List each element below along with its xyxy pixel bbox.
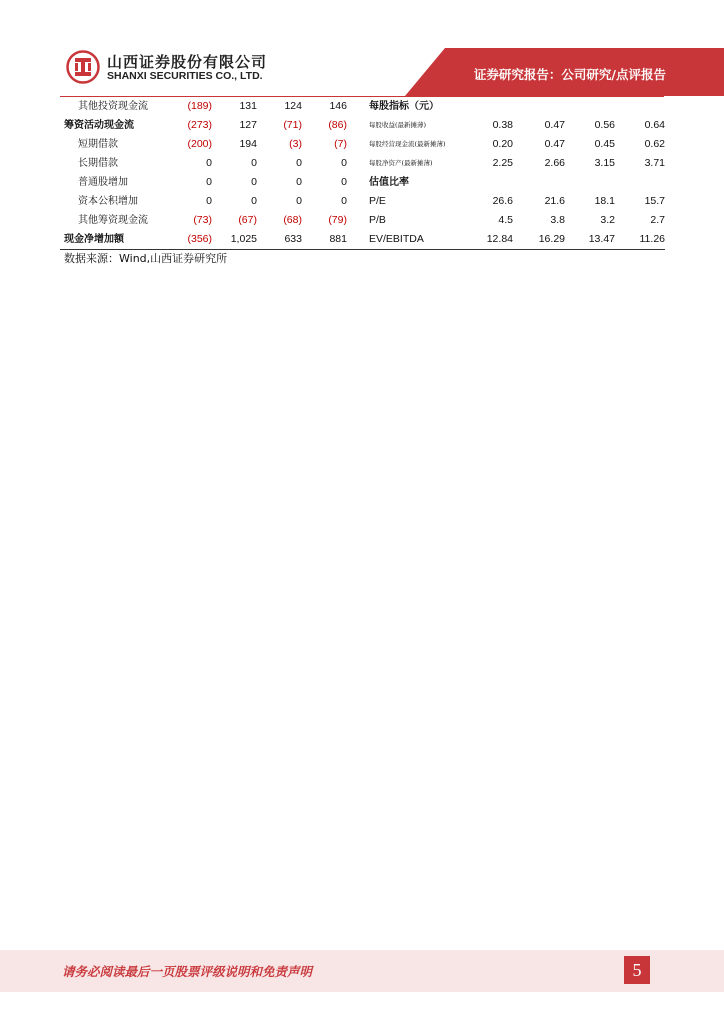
cell-value: 0 bbox=[296, 195, 302, 207]
cell-value: 0 bbox=[296, 157, 302, 169]
metric-label: 每股指标（元） bbox=[369, 101, 439, 112]
page-footer bbox=[0, 950, 724, 992]
cell-value: 633 bbox=[257, 230, 302, 250]
cell-value: 0 bbox=[251, 195, 257, 207]
cell-value: (86) bbox=[328, 119, 347, 131]
metric-value bbox=[513, 97, 565, 116]
metric-value: 0.20 bbox=[492, 138, 513, 150]
company-name-en: SHANXI SECURITIES CO., LTD. bbox=[107, 70, 263, 82]
metric-value bbox=[615, 97, 665, 116]
cell-value: (71) bbox=[283, 119, 302, 131]
metric-value: 2.66 bbox=[544, 157, 565, 169]
cell-value: 0 bbox=[251, 176, 257, 188]
cell-value: (67) bbox=[238, 214, 257, 226]
cell-value: (3) bbox=[289, 138, 302, 150]
metric-value: 2.25 bbox=[492, 157, 513, 169]
metric-value: 0.56 bbox=[594, 119, 615, 131]
cell-value: (273) bbox=[187, 119, 212, 131]
metric-value: 18.1 bbox=[594, 195, 615, 207]
cell-value: 0 bbox=[206, 157, 212, 169]
metric-value bbox=[565, 97, 615, 116]
metric-value: 0.64 bbox=[644, 119, 665, 131]
metric-value: 0.62 bbox=[644, 138, 665, 150]
cell-value: 0 bbox=[341, 195, 347, 207]
cell-value: (7) bbox=[334, 138, 347, 150]
metric-label: P/E bbox=[369, 195, 386, 207]
cell-value: (79) bbox=[328, 214, 347, 226]
cell-value: 0 bbox=[341, 157, 347, 169]
data-source-note: 数据来源：Wind,山西证券研究所 bbox=[64, 252, 228, 265]
cell-value: 0 bbox=[251, 157, 257, 169]
cell-value: (73) bbox=[193, 214, 212, 226]
metric-value bbox=[565, 173, 615, 192]
cell-value: 881 bbox=[302, 230, 347, 250]
disclaimer-notice: 请务必阅读最后一页股票评级说明和免责声明 bbox=[62, 964, 313, 979]
metric-value bbox=[513, 173, 565, 192]
row-label: 资本公积增加 bbox=[78, 196, 138, 207]
table-row bbox=[60, 97, 665, 116]
metric-value bbox=[463, 97, 513, 116]
cell-value: 0 bbox=[341, 176, 347, 188]
cell-value: (200) bbox=[187, 138, 212, 150]
row-label: 筹资活动现金流 bbox=[64, 120, 134, 131]
cell-value: (356) bbox=[160, 230, 212, 250]
metric-value: 21.6 bbox=[544, 195, 565, 207]
metric-value: 2.7 bbox=[650, 214, 665, 226]
metric-label: P/B bbox=[369, 214, 386, 226]
company-logo-icon bbox=[66, 50, 100, 84]
cell-value: 146 bbox=[329, 100, 347, 112]
metric-value bbox=[615, 173, 665, 192]
table-row bbox=[60, 192, 665, 211]
table-row bbox=[60, 154, 665, 173]
metric-value: 13.47 bbox=[565, 230, 615, 250]
row-label: 其他筹资现金流 bbox=[78, 215, 148, 226]
page-header bbox=[0, 0, 724, 100]
table-row bbox=[60, 135, 665, 154]
metric-value: 3.8 bbox=[550, 214, 565, 226]
company-name-cn: 山西证券股份有限公司 bbox=[107, 53, 268, 71]
row-label: 长期借款 bbox=[78, 158, 118, 169]
page-number: 5 bbox=[624, 956, 650, 984]
row-label: 短期借款 bbox=[78, 139, 118, 150]
report-type: 证券研究报告：公司研究/点评报告 bbox=[473, 67, 666, 82]
cell-value: 194 bbox=[239, 138, 257, 150]
table-row bbox=[60, 230, 665, 250]
metric-value: 0.38 bbox=[492, 119, 513, 131]
metric-label: 每股净资产(最新摊薄) bbox=[369, 159, 433, 167]
metric-label: 每股收益(最新摊薄) bbox=[369, 121, 427, 129]
cell-value: 1,025 bbox=[212, 230, 257, 250]
metric-value: 4.5 bbox=[498, 214, 513, 226]
metric-value: 0.47 bbox=[544, 119, 565, 131]
row-label: 其他投资现金流 bbox=[78, 101, 148, 112]
cell-value: 124 bbox=[284, 100, 302, 112]
metric-label: EV/EBITDA bbox=[347, 230, 463, 250]
table-row bbox=[60, 173, 665, 192]
metric-value: 15.7 bbox=[644, 195, 665, 207]
metric-value: 12.84 bbox=[463, 230, 513, 250]
cell-value: 0 bbox=[206, 176, 212, 188]
cell-value: 0 bbox=[206, 195, 212, 207]
metric-value: 16.29 bbox=[513, 230, 565, 250]
metric-value bbox=[463, 173, 513, 192]
table-row bbox=[60, 211, 665, 230]
metric-value: 0.45 bbox=[594, 138, 615, 150]
cell-value: 0 bbox=[296, 176, 302, 188]
row-label: 普通股增加 bbox=[78, 177, 128, 188]
metric-value: 3.15 bbox=[594, 157, 615, 169]
metric-label: 每股经营现金流(最新摊薄) bbox=[369, 140, 446, 148]
cell-value: 127 bbox=[239, 119, 257, 131]
metric-value: 11.26 bbox=[615, 230, 665, 250]
financial-table bbox=[60, 97, 665, 250]
row-label: 现金净增加额 bbox=[60, 230, 160, 250]
cell-value: (189) bbox=[187, 100, 212, 112]
table-row bbox=[60, 116, 665, 135]
metric-value: 3.2 bbox=[600, 214, 615, 226]
metric-label: 估值比率 bbox=[369, 177, 409, 188]
cell-value: (68) bbox=[283, 214, 302, 226]
metric-value: 26.6 bbox=[492, 195, 513, 207]
metric-value: 0.47 bbox=[544, 138, 565, 150]
cell-value: 131 bbox=[239, 100, 257, 112]
metric-value: 3.71 bbox=[644, 157, 665, 169]
